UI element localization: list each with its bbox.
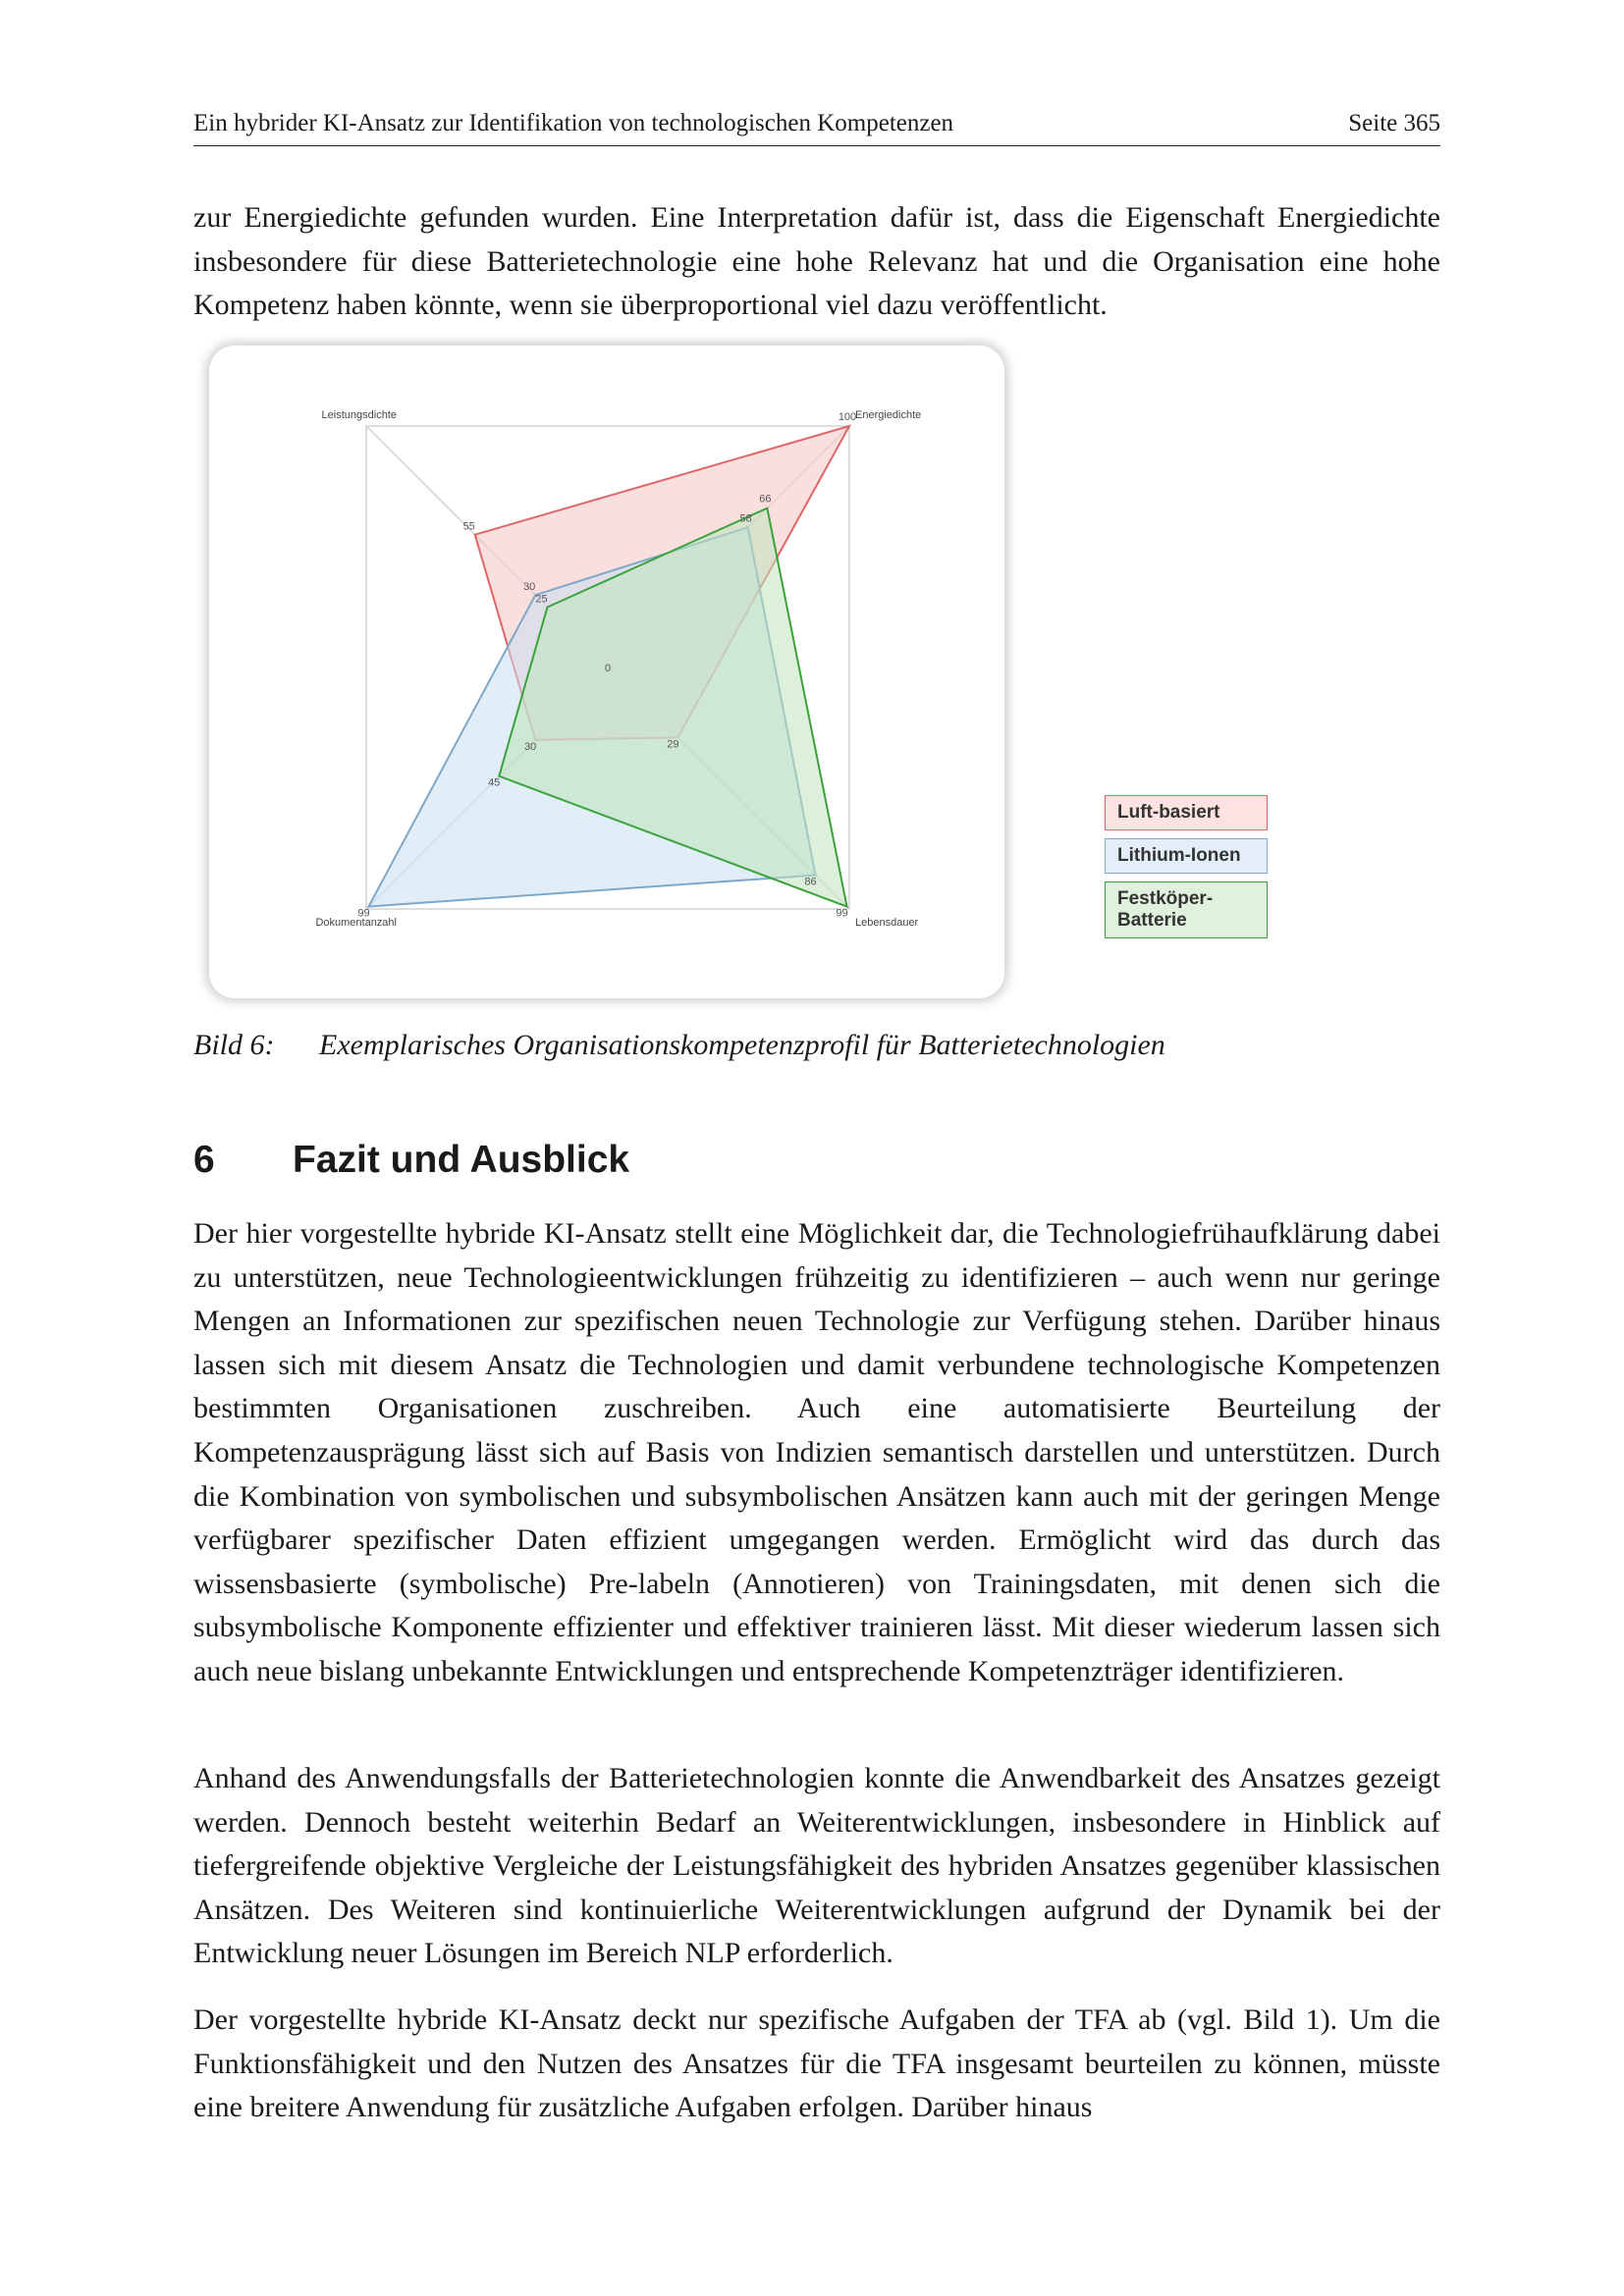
axis-label-lebensdauer: Lebensdauer	[855, 917, 919, 929]
body-paragraph-1: Der hier vorgestellte hybride KI-Ansatz stellt eine Möglichkeit dar, die Technologiefrühaufklärung dabei zu unterstützen, neue Technologieentwicklungen frühzeitig zu identifizieren – auch wenn nur geringe Mengen an Informationen zur spezifischen neuen Technologie zur Verfügung stehen. Darüber hinaus lassen sich mit diesem Ansatz die Technologien und damit verbundene technologische Kompetenzen bestimmten Organisationen zuschreiben. Auch eine automatisierte Beurteilung der Kompetenzausprägung lässt sich auf Basis von Indizien semantisch darstellen und unterstützen. Durch die Kombination von symbolischen und subsymbolischen Ansätzen kann auch mit der geringen Menge verfügbarer spezifischer Daten effizient umgegangen werden. Ermöglicht wird das durch das wissensbasierte (symbolische) Pre-labeln (Annotieren) von Trainingsdaten, mit denen sich die subsymbolische Komponente effizienter und effektiver trainieren lässt. Mit dieser wiederum lassen sich auch neue bislang unbekannte Entwicklungen und entsprechende Kompetenzträger identifizieren.	[193, 1217, 1440, 1687]
legend-item-luft-basiert: Luft-basiert	[1105, 795, 1268, 830]
data-label-lithium-ionen-dokumentanzahl: 99	[357, 907, 370, 920]
page-number: Seite 365	[1348, 110, 1440, 136]
data-label-lithium-ionen-energiedichte: 58	[739, 512, 752, 525]
header-title: Ein hybrider KI-Ansatz zur Identifikation von technologischen Kompetenzen	[193, 110, 954, 136]
figure-label: Bild 6:	[193, 1029, 275, 1061]
legend-item-festkoper-batterie: Festköper-Batterie	[1105, 881, 1268, 938]
data-label-luft-basiert-lebensdauer: 29	[667, 738, 679, 751]
chart-card	[209, 346, 1004, 998]
data-label-lithium-ionen-leistungsdichte: 30	[523, 581, 536, 594]
data-label-luft-basiert-energiedichte: 100	[838, 411, 857, 423]
body-paragraph-3: Der vorgestellte hybride KI-Ansatz deckt nur spezifische Aufgaben der TFA ab (vgl. Bild 1). Um die Funktionsfähigkeit und den Nutzen des Ansatzes für die TFA insgesamt beurteilen zu können, müsste eine breitere Anwendung für zusätzliche Aufgaben erfolgen. Darüber hinaus	[193, 2003, 1440, 2124]
figure-caption	[193, 1029, 1165, 1062]
data-label-luft-basiert-leistungsdichte: 55	[462, 520, 475, 533]
data-label-festkoper-batterie-leistungsdichte: 25	[535, 593, 548, 606]
axis-label-dokumentanzahl: Dokumentanzahl	[315, 917, 397, 929]
section-heading	[193, 1139, 629, 1182]
data-label-lithium-ionen-lebensdauer: 86	[804, 876, 817, 888]
section-number: 6	[193, 1139, 215, 1181]
axis-label-energiedichte: Energiedichte	[855, 409, 922, 421]
axis-label-leistungsdichte: Leistungsdichte	[321, 409, 397, 421]
data-label-festkoper-batterie-lebensdauer: 99	[836, 907, 848, 920]
center-label: 0	[604, 663, 612, 674]
data-label-festkoper-batterie-energiedichte: 66	[759, 493, 772, 506]
running-header	[193, 106, 1440, 146]
body-paragraph-2: Anhand des Anwendungsfalls der Batterietechnologien konnte die Anwendbarkeit des Ansatzes gezeigt werden. Dennoch besteht weiterhin Bedarf an Weiterentwicklungen, insbesondere in Hinblick auf tiefergreifende objektive Vergleiche der Leistungsfähigkeit des hybriden Ansatzes gegenüber klassischen Ansätzen. Des Weiteren sind kontinuierliche Weiterentwicklungen aufgrund der Dynamik bei der Entwicklung neuer Lösungen im Bereich NLP erforderlich.	[193, 1762, 1440, 1970]
figure-6	[209, 346, 1289, 1001]
data-label-festkoper-batterie-dokumentanzahl: 45	[488, 776, 501, 789]
legend-item-lithium-ionen: Lithium-Ionen	[1105, 838, 1268, 874]
section-title: Fazit und Ausblick	[293, 1139, 630, 1181]
data-label-luft-basiert-dokumentanzahl: 30	[524, 740, 537, 753]
intro-paragraph: zur Energiedichte gefunden wurden. Eine Interpretation dafür ist, dass die Eigenschaft Energiedichte insbesondere für diese Batterietechnologie eine hohe Relevanz hat und die Organisation eine hohe Kompetenz haben könnte, wenn sie überproportional viel dazu veröffentlicht.	[193, 201, 1440, 322]
radar-chart	[209, 346, 1004, 998]
figure-caption-text: Exemplarisches Organisationskompetenzprofil für Batterietechnologien	[319, 1029, 1165, 1061]
